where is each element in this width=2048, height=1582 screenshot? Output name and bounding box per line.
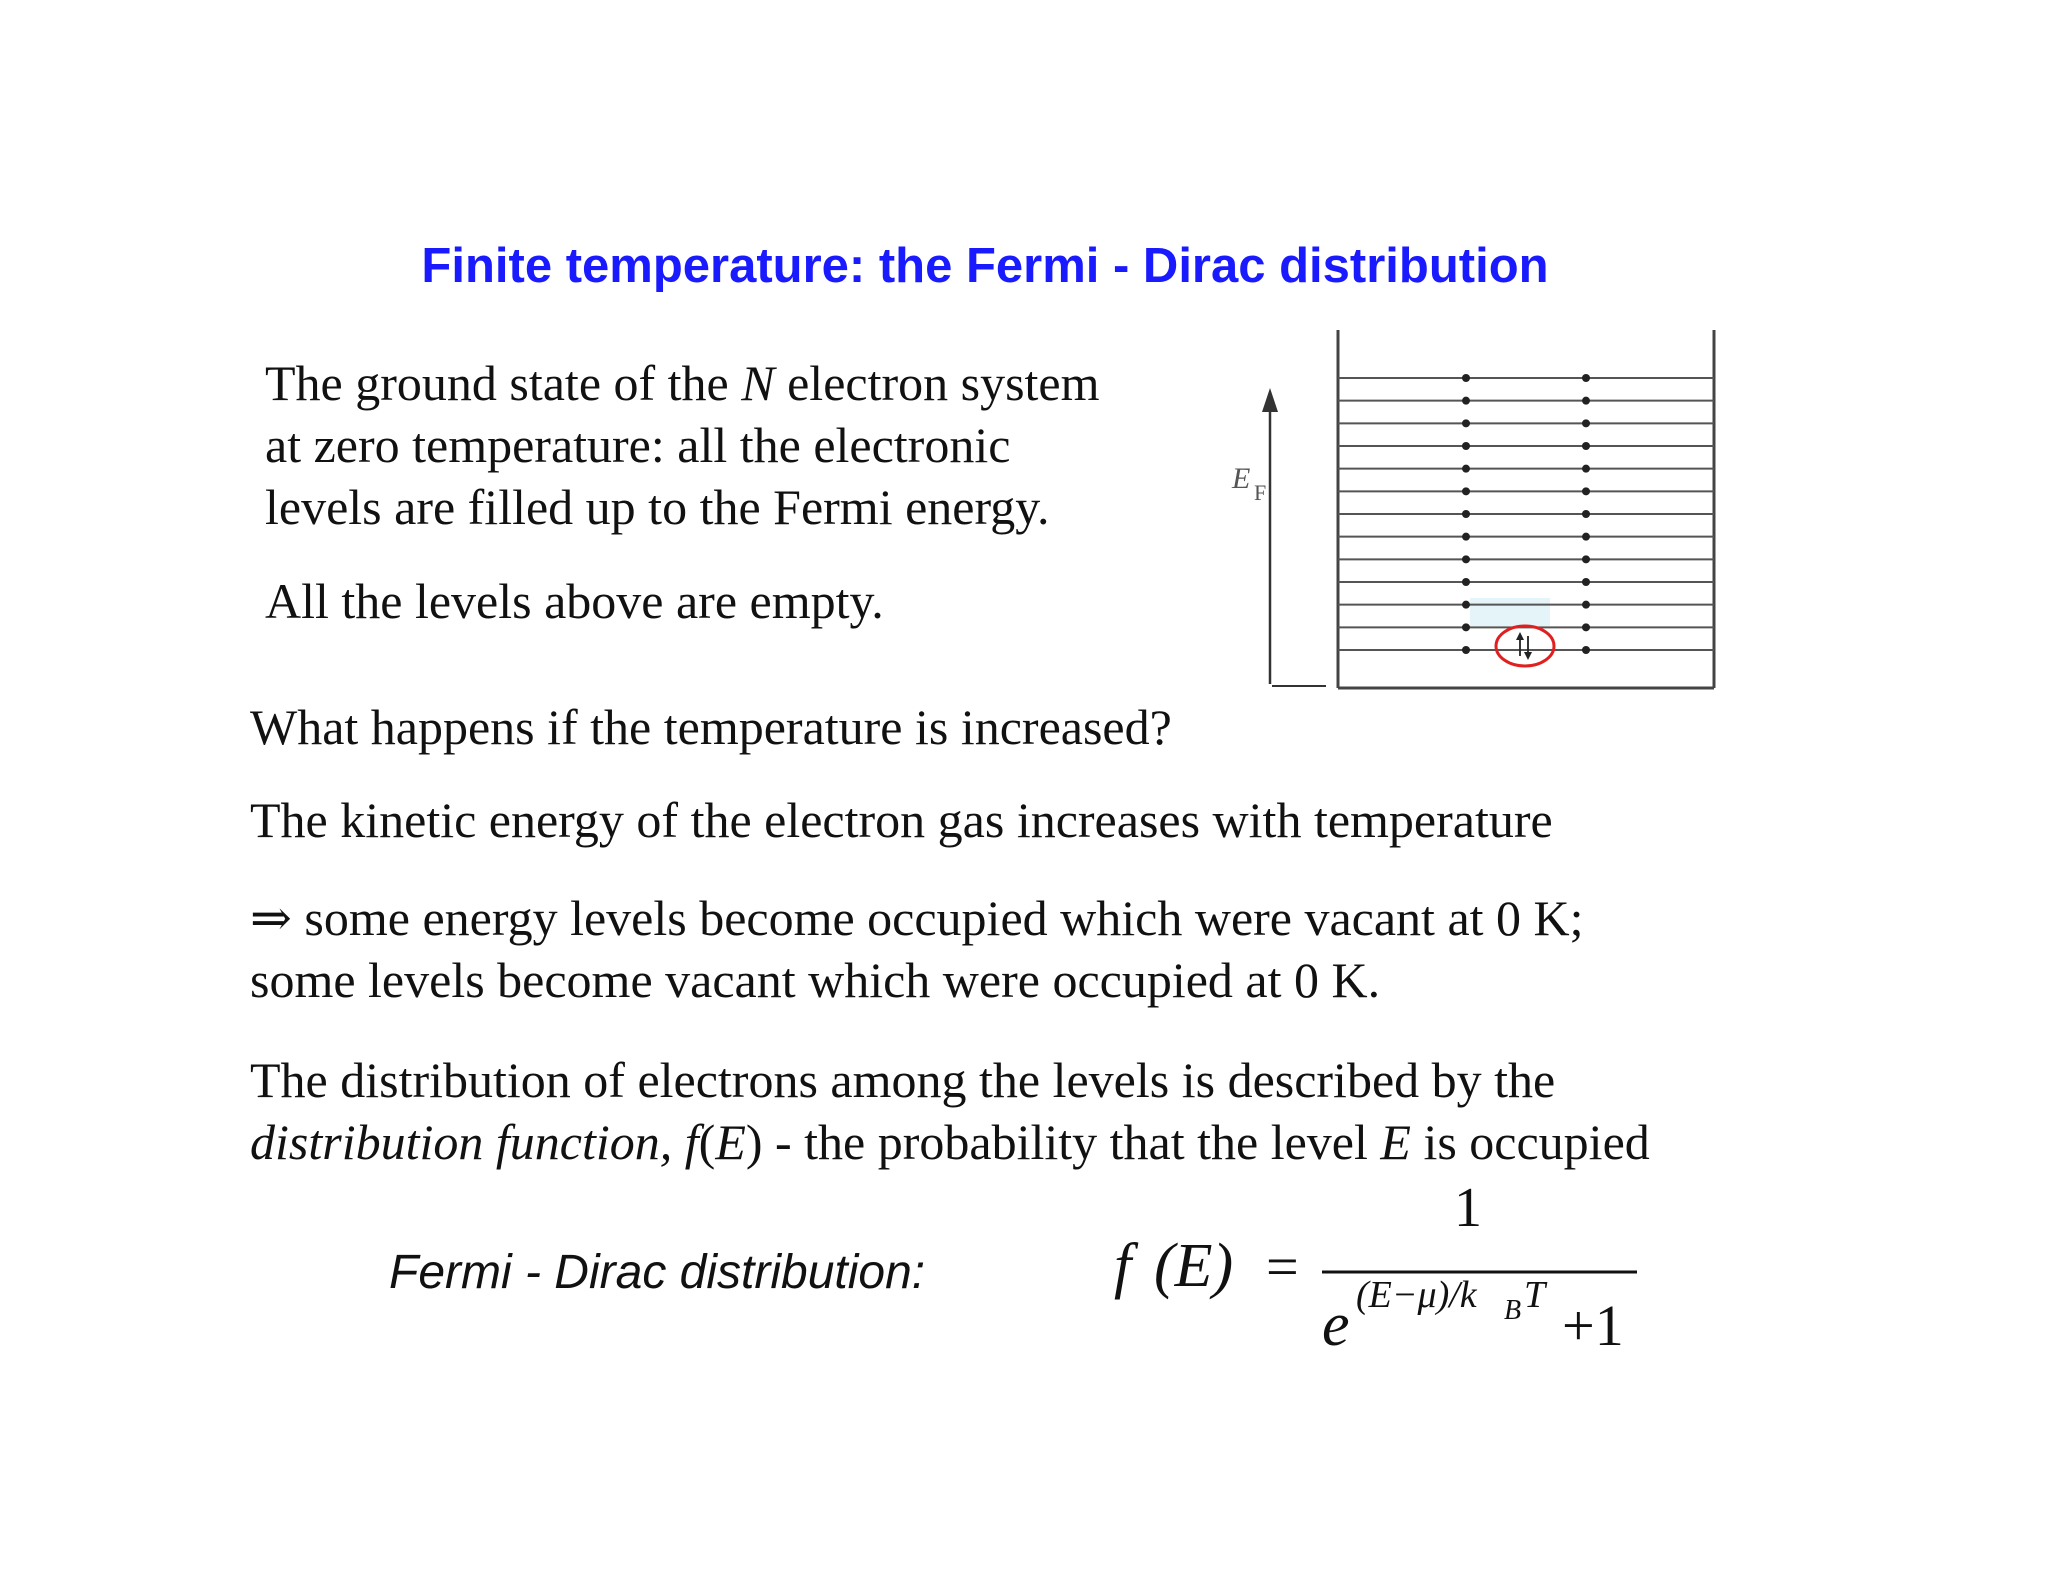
- distribution-paragraph: [250, 1049, 1650, 1173]
- sym-f: f: [684, 1114, 699, 1170]
- electron-dot: [1582, 646, 1590, 654]
- var-n: N: [741, 355, 775, 411]
- energy-axis-arrowhead: [1262, 388, 1278, 412]
- electron-dot: [1462, 374, 1470, 382]
- vacancy-highlight-circle: [1496, 626, 1554, 666]
- electron-dot: [1582, 623, 1590, 631]
- electron-dot: [1582, 578, 1590, 586]
- intro-line-2: at zero temperature: all the electronic: [265, 417, 1011, 473]
- distribution-function-term: distribution function,: [250, 1114, 673, 1170]
- distribution-line-2: [250, 1111, 1650, 1173]
- electron-dot: [1582, 397, 1590, 405]
- intro-line-1-start: The ground state of the: [265, 355, 742, 411]
- electron-dot: [1462, 510, 1470, 518]
- electron-dot: [1582, 555, 1590, 563]
- intro-paragraph: [265, 352, 1100, 538]
- formula-exponent: (E−μ)/k: [1356, 1274, 1477, 1316]
- electron-dot: [1462, 533, 1470, 541]
- fermi-levels-diagram: [1220, 320, 1740, 700]
- formula-exponent-sub: B: [1504, 1295, 1522, 1326]
- electron-dot: [1582, 465, 1590, 473]
- distribution-line-1: The distribution of electrons among the levels is described by the: [250, 1052, 1556, 1108]
- fermi-energy-label: E: [1232, 462, 1251, 495]
- formula-lhs-f: f: [1114, 1232, 1132, 1300]
- electron-dot: [1582, 442, 1590, 450]
- formula-exponent-t: T: [1524, 1274, 1546, 1316]
- implication-line-1-text: some energy levels become occupied which were vacant at 0 K;: [291, 890, 1584, 946]
- formula-lhs-arg: (E): [1154, 1232, 1234, 1300]
- formula-numerator: 1: [1454, 1185, 1482, 1239]
- implies-arrow: ⇒: [250, 890, 292, 946]
- electron-dot: [1582, 487, 1590, 495]
- implication-paragraph: [250, 887, 1584, 1011]
- electron-dot: [1462, 623, 1470, 631]
- electron-dot: [1462, 397, 1470, 405]
- electron-dot: [1462, 578, 1470, 586]
- implication-line-2: some levels become vacant which were occupied at 0 K.: [250, 952, 1381, 1008]
- kinetic-text: The kinetic energy of the electron gas increases with temperature: [250, 792, 1553, 848]
- paren-open: (: [698, 1114, 716, 1170]
- fermi-dirac-label: Fermi - Dirac distribution:: [389, 1246, 926, 1299]
- electron-dot: [1462, 646, 1470, 654]
- formula-plus-one: +1: [1562, 1293, 1624, 1358]
- electron-dot: [1462, 465, 1470, 473]
- electron-dot: [1582, 510, 1590, 518]
- formula-base-e: e: [1322, 1291, 1350, 1359]
- electron-dot: [1582, 374, 1590, 382]
- intro-line-1: [265, 352, 1100, 414]
- fermi-energy-sub: F: [1254, 480, 1267, 505]
- paren-close: ): [745, 1114, 763, 1170]
- electron-dot: [1462, 555, 1470, 563]
- electron-dot: [1462, 487, 1470, 495]
- fermi-dirac-formula: [1100, 1185, 1660, 1365]
- implication-line-1: [250, 887, 1584, 949]
- slide-title: Finite temperature: the Fermi - Dirac distribution: [421, 239, 1549, 293]
- question-text: What happens if the temperature is increased?: [250, 699, 1172, 755]
- excited-region-shade: [1470, 598, 1550, 626]
- electron-dot: [1582, 419, 1590, 427]
- distribution-end: is occupied: [1410, 1114, 1650, 1170]
- formula-equals: =: [1266, 1234, 1299, 1299]
- electron-dot: [1582, 601, 1590, 609]
- electron-dot: [1462, 601, 1470, 609]
- distribution-mid: - the probability that the level: [762, 1114, 1381, 1170]
- sym-e-2: E: [1380, 1114, 1411, 1170]
- spin-arrows-icon: [1516, 632, 1532, 660]
- intro-line-3: levels are filled up to the Fermi energy.: [265, 479, 1050, 535]
- empty-levels-text: All the levels above are empty.: [265, 573, 884, 629]
- sym-e: E: [715, 1114, 746, 1170]
- intro-line-1-end: electron system: [774, 355, 1100, 411]
- electron-dot: [1582, 533, 1590, 541]
- electron-dot: [1462, 442, 1470, 450]
- electron-dot: [1462, 419, 1470, 427]
